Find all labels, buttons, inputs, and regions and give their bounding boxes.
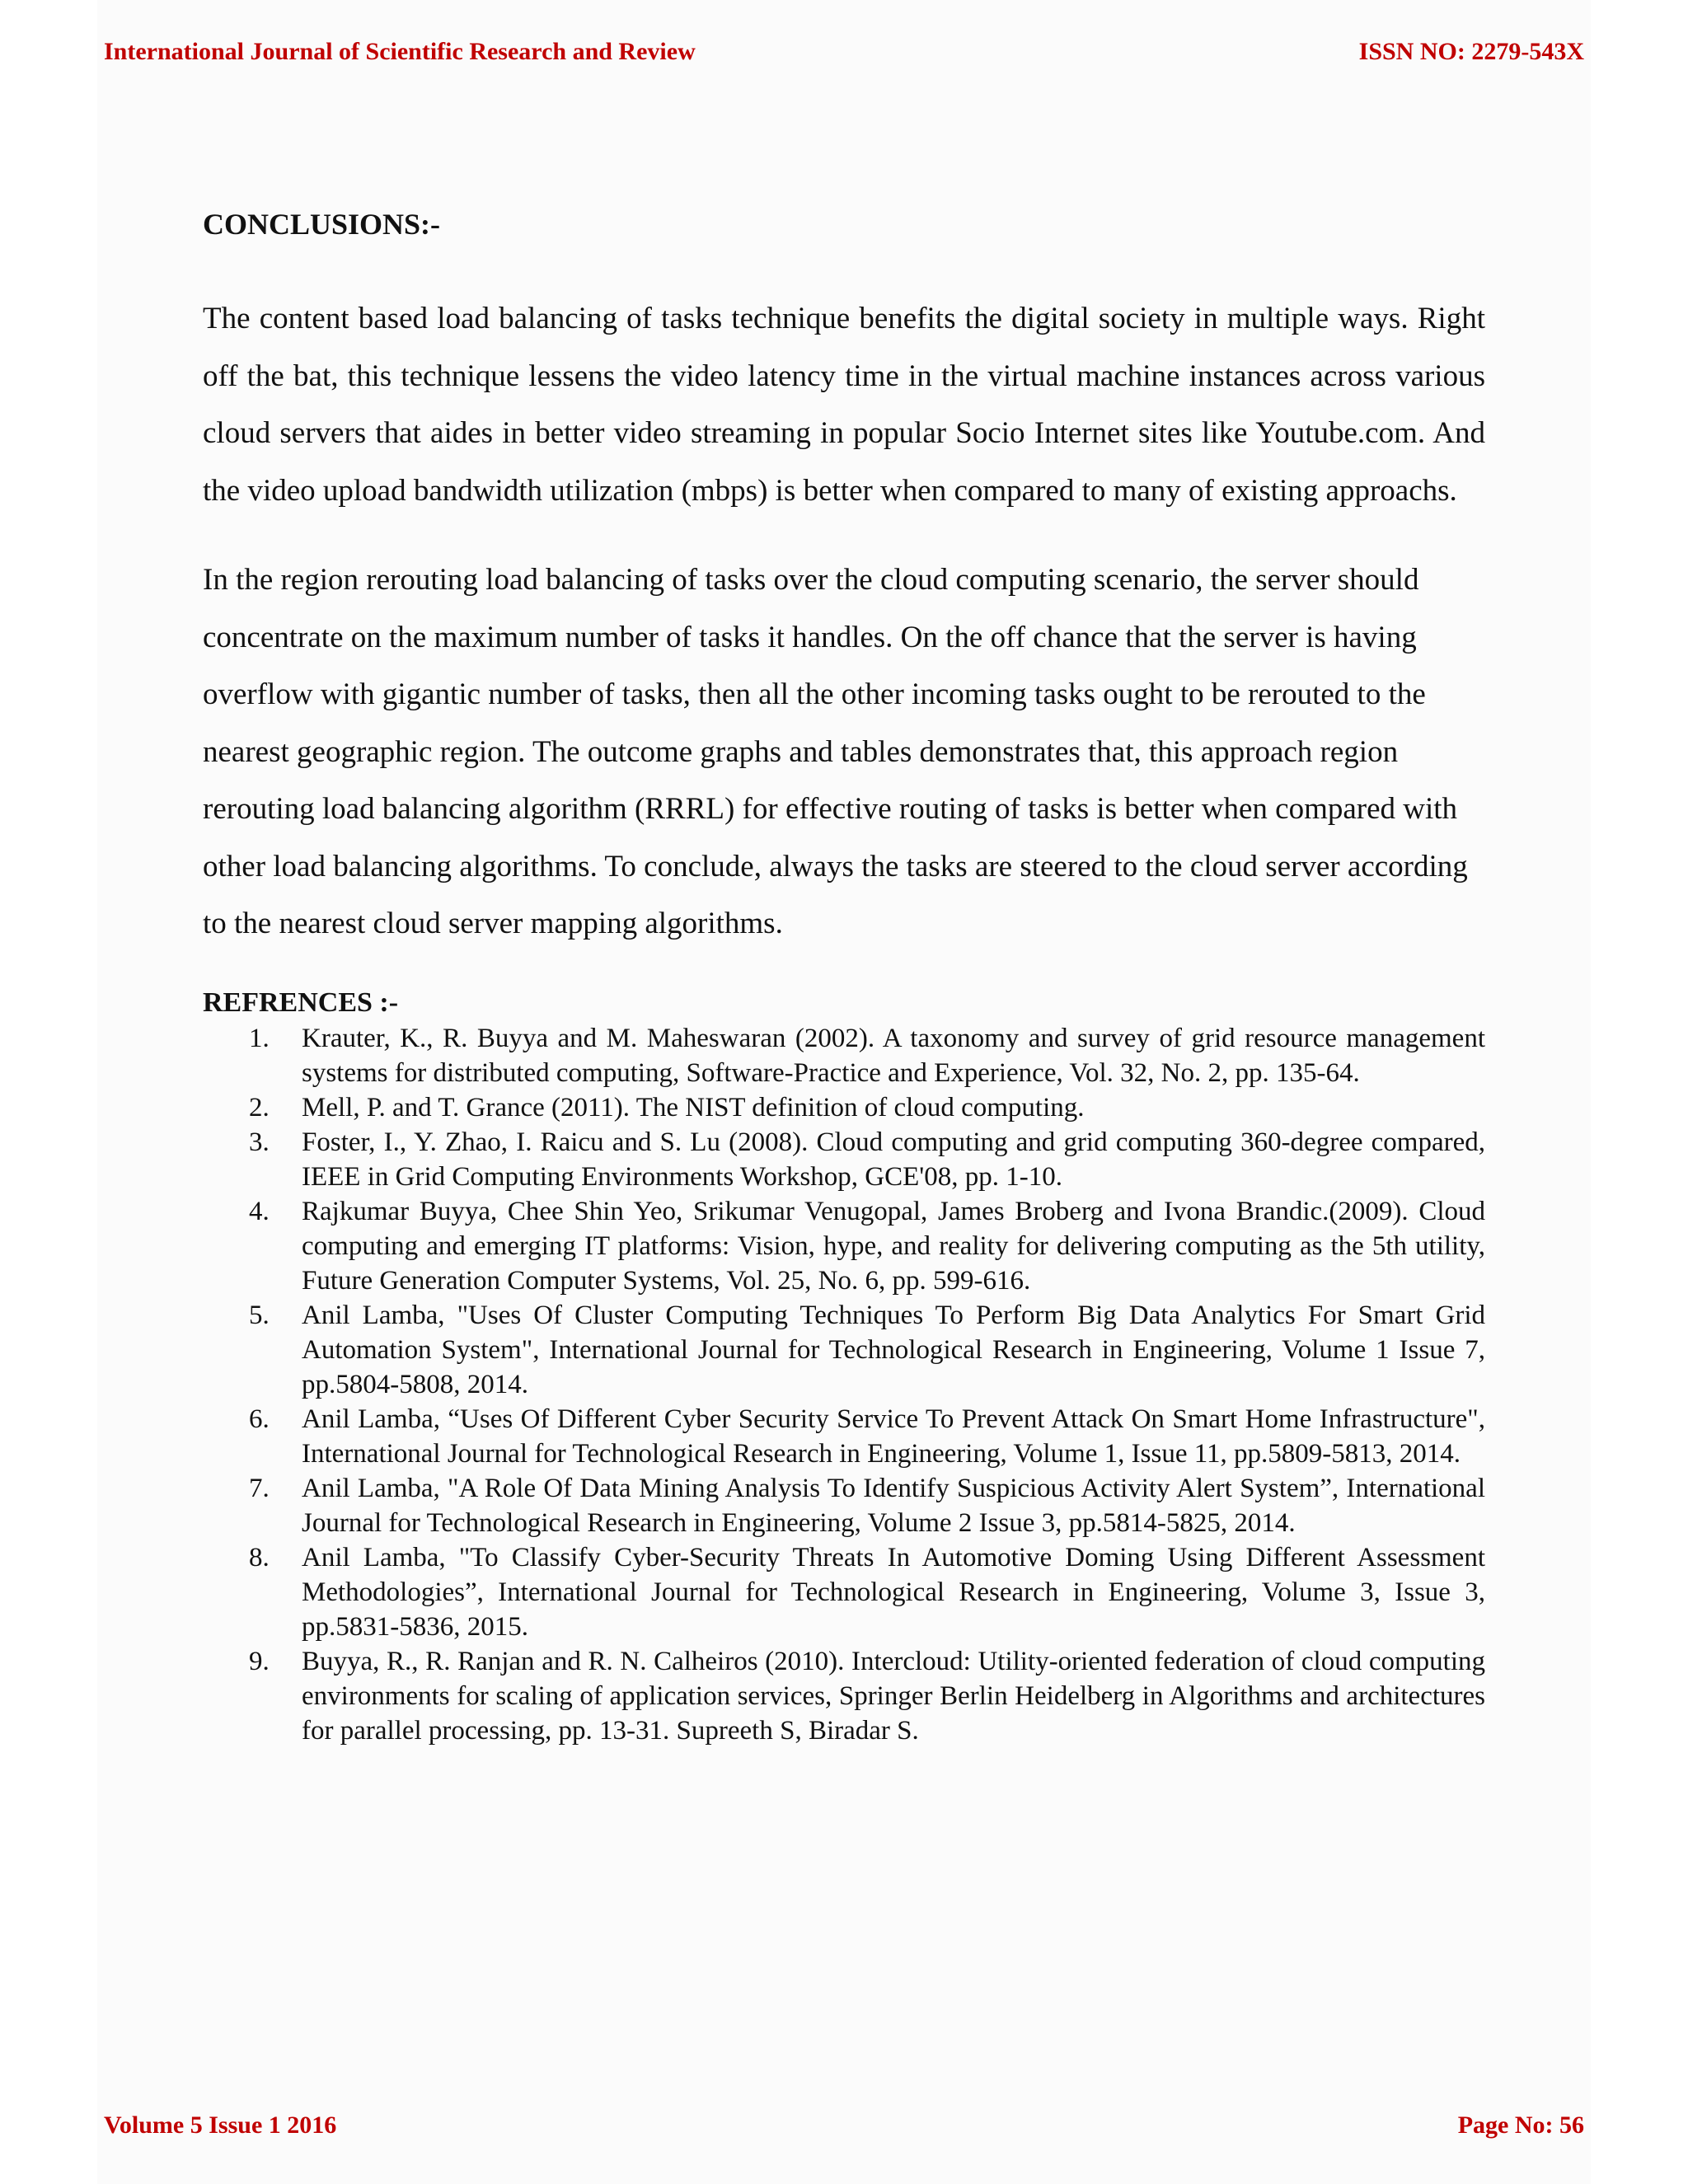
reference-text: Anil Lamba, “Uses Of Different Cyber Security Service To Prevent Attack On Smart Home Infrastructure", International Journal for Technological Research in Engineering, Volume 1, Issue 11, pp.5809-5813, 2014. [302, 1404, 1485, 1469]
references-heading: REFRENCES :- [203, 987, 399, 1018]
reference-text: Anil Lamba, "A Role Of Data Mining Analysis To Identify Suspicious Activity Alert System”, International Journal for Technological Research in Engineering, Volume 2 Issue 3, pp.5814-5825, 2014. [302, 1473, 1485, 1538]
page-footer [104, 2111, 1584, 2148]
reference-number: 3. [249, 1127, 270, 1157]
reference-number: 9. [249, 1646, 270, 1676]
reference-number: 4. [249, 1196, 270, 1226]
page-number: Page No: 56 [1457, 2111, 1584, 2139]
issn-number: ISSN NO: 2279-543X [1358, 38, 1584, 65]
reference-item [203, 1298, 1485, 1402]
journal-title: International Journal of Scientific Research and Review [104, 38, 696, 65]
page-header [104, 38, 1584, 74]
volume-issue: Volume 5 Issue 1 2016 [104, 2111, 337, 2139]
reference-item [203, 1125, 1485, 1194]
reference-item [203, 1194, 1485, 1298]
reference-item [203, 1090, 1485, 1125]
main-content [203, 201, 1485, 1748]
reference-text: Foster, I., Y. Zhao, I. Raicu and S. Lu (2008). Cloud computing and grid computing 360-degree compared, IEEE in Grid Computing Environments Workshop, GCE'08, pp. 1-10. [302, 1127, 1485, 1192]
reference-item [203, 1644, 1485, 1748]
reference-number: 1. [249, 1023, 270, 1053]
reference-text: Rajkumar Buyya, Chee Shin Yeo, Srikumar Venugopal, James Broberg and Ivona Brandic.(2009). Cloud computing and emerging IT platforms: Vision, hype, and reality for delivering computing as the 5th utility, Future Generation Computer Systems, Vol. 25, No. 6, pp. 599-616. [302, 1196, 1485, 1296]
reference-item [203, 1471, 1485, 1540]
reference-text: Krauter, K., R. Buyya and M. Maheswaran (2002). A taxonomy and survey of grid resource management systems for distributed computing, Software-Practice and Experience, Vol. 32, No. 2, pp. 135-64. [302, 1023, 1485, 1088]
reference-text: Mell, P. and T. Grance (2011). The NIST definition of cloud computing. [302, 1092, 1085, 1122]
reference-number: 8. [249, 1542, 270, 1572]
reference-text: Anil Lamba, "To Classify Cyber-Security Threats In Automotive Doming Using Different Assessment Methodologies”, International Journal for Technological Research in Engineering, Volume 3, Issue 3, pp.5831-5836, 2015. [302, 1542, 1485, 1642]
references-list [203, 1021, 1485, 1748]
reference-number: 2. [249, 1092, 270, 1122]
reference-item [203, 1021, 1485, 1090]
reference-item [203, 1540, 1485, 1644]
reference-text: Anil Lamba, "Uses Of Cluster Computing Techniques To Perform Big Data Analytics For Smart Grid Automation System", International Journal for Technological Research in Engineering, Volume 1 Issue 7, pp.5804-5808, 2014. [302, 1300, 1485, 1399]
conclusions-paragraph-1: The content based load balancing of tasks technique benefits the digital society in multiple ways. Right off the bat, this technique lessens the video latency time in the virtual machine instances across various cloud servers that aides in better video streaming in popular Socio Internet sites like Youtube.com. And the video upload bandwidth utilization (mbps) is better when compared to many of existing approachs. [203, 302, 1485, 508]
conclusions-paragraph-2: In the region rerouting load balancing of tasks over the cloud computing scenario, the server should concentrate on the maximum number of tasks it handles. On the off chance that the server is having overflow with gigantic number of tasks, then all the other incoming tasks ought to be rerouted to the nearest geographic region. The outcome graphs and tables demonstrates that, this approach region rerouting load balancing algorithm (RRRL) for effective routing of tasks is better when compared with other load balancing algorithms. To conclude, always the tasks are steered to the cloud server according to the nearest cloud server mapping algorithms. [203, 563, 1468, 940]
conclusions-heading: CONCLUSIONS:- [203, 208, 441, 241]
reference-text: Buyya, R., R. Ranjan and R. N. Calheiros (2010). Intercloud: Utility-oriented federation of cloud computing environments for scaling of application services, Springer Berlin Heidelberg in Algorithms and architectures for parallel processing, pp. 13-31. Supreeth S, Biradar S. [302, 1646, 1485, 1746]
reference-number: 6. [249, 1404, 270, 1434]
reference-number: 5. [249, 1300, 270, 1330]
reference-item [203, 1402, 1485, 1471]
reference-number: 7. [249, 1473, 270, 1503]
